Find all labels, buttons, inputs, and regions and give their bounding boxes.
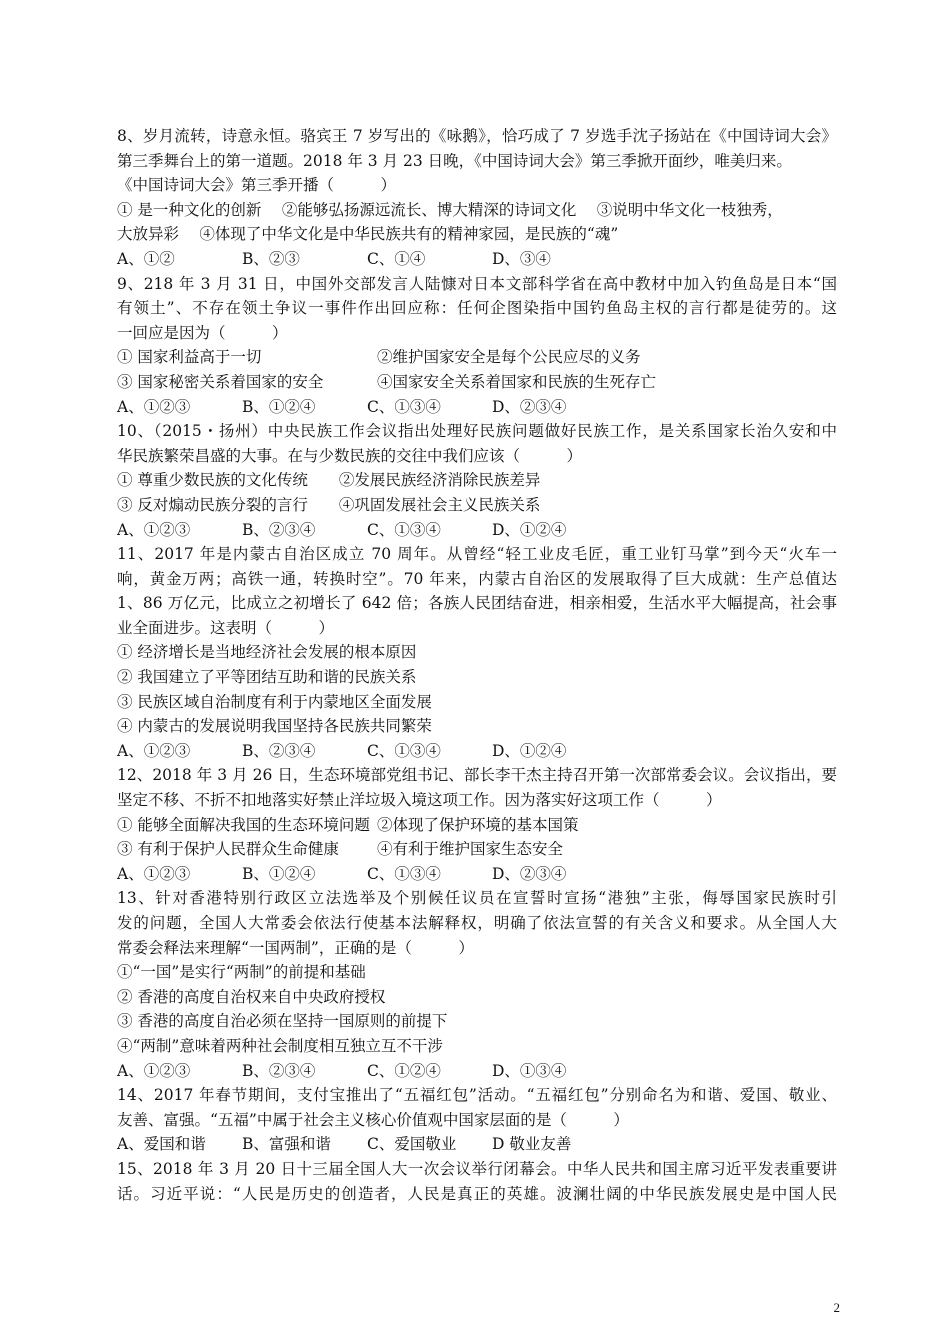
option-a: A、爱国和谐 <box>117 1135 206 1154</box>
statement-line: ① 尊重少数民族的文化传统 ②发展民族经济消除民族差异 <box>117 471 541 490</box>
question-stem-line: 第三季舞台上的第一道题。2018 年 3 月 23 日晚，《中国诗词大会》第三季掀开面纱，唯美归来。 <box>117 151 792 170</box>
statement-4: ④国家安全关系着国家和民族的生死存亡 <box>377 372 657 391</box>
option-d: D、②③④ <box>492 397 567 416</box>
option-d: D 敬业友善 <box>492 1135 572 1154</box>
statement-1: ① 国家利益高于一切 <box>117 348 262 367</box>
option-d: D、①③④ <box>492 1061 567 1080</box>
option-b: B、①②④ <box>242 864 316 883</box>
options-row <box>117 518 837 543</box>
statement-line: ① 是一种文化的创新 ②能够弘扬源远流长、博大精深的诗词文化 ③说明中华文化一枝独秀， <box>117 200 783 219</box>
statement-line: 大放异彩 ④体现了中华文化是中华民族共有的精神家园，是民族的“魂” <box>117 225 619 244</box>
question-13 <box>117 886 837 1083</box>
question-stem-line: 有领土”、不存在领土争议一事件作出回应称：任何企图染指中国钓鱼岛主权的言行都是徒劳的。这 <box>117 299 837 318</box>
question-stem-line: 15、2018 年 3 月 20 日十三届全国人大一次会议举行闭幕会。中华人民共和国主席习近平发表重要讲 <box>117 1159 837 1178</box>
statement-line: ① 经济增长是当地经济社会发展的根本原因 <box>117 643 417 662</box>
option-b: B、②③④ <box>242 520 316 539</box>
options-row <box>117 1132 837 1157</box>
statement-line: ④ 内蒙古的发展说明我国坚持各民族共同繁荣 <box>117 717 432 736</box>
question-12 <box>117 763 837 886</box>
option-c: C、①③④ <box>367 864 441 883</box>
option-d: D、①②④ <box>492 741 567 760</box>
option-d: D、①②④ <box>492 520 567 539</box>
question-stem-line: 8、岁月流转，诗意永恒。骆宾王 7 岁写出的《咏鹅》，恰巧成了 7 岁选手沈子扬站在《中国诗词大会》 <box>117 127 837 145</box>
statement-4: ④有利于维护国家生态安全 <box>377 840 564 859</box>
page-number: 2 <box>833 1300 840 1315</box>
question-stem-line: 响，黄金万两；高铁一通，转换时空”。70 年来，内蒙古自治区的发展取得了巨大成就：生产总值达 <box>117 569 837 588</box>
option-a: A、①②③ <box>117 520 191 539</box>
option-c: C、①③④ <box>367 741 441 760</box>
question-14 <box>117 1083 837 1157</box>
option-a: A、①②③ <box>117 1061 191 1080</box>
option-b: B、①②④ <box>242 397 316 416</box>
question-stem-line: 常委会释法来理解“一国两制”，正确的是（ ） <box>117 938 474 957</box>
question-stem-line: 发的问题，全国人大常委会依法行使基本法解释权，明确了依法宣誓的有关含义和要求。从全国人大 <box>117 914 837 932</box>
options-row <box>117 862 837 887</box>
option-b: B、富强和谐 <box>242 1135 331 1154</box>
page-content <box>117 124 837 1206</box>
option-d: D、③④ <box>492 249 551 268</box>
options-row <box>117 395 837 420</box>
question-stem-line: 一回应是因为（ ） <box>117 323 288 342</box>
statement-line: ③ 反对煽动民族分裂的言行 ④巩固发展社会主义民族关系 <box>117 495 541 514</box>
option-a: A、①②③ <box>117 397 191 416</box>
statement-3: ③ 有利于保护人民群众生命健康 <box>117 840 339 859</box>
question-stem-line: 业全面进步。这表明（ ） <box>117 618 335 637</box>
question-8 <box>117 124 837 272</box>
option-b: B、②③④ <box>242 741 316 760</box>
statement-2: ②维护国家安全是每个公民应尽的义务 <box>377 348 641 367</box>
statement-3: ③ 国家秘密关系着国家的安全 <box>117 372 324 391</box>
question-stem-line: 1、86 万亿元，比成立之初增长了 642 倍；各族人民团结奋进，相亲相爱，生活水平大幅提高，社会事 <box>117 594 837 613</box>
options-row <box>117 247 837 272</box>
statement-row <box>117 345 837 370</box>
statement-line: ③ 香港的高度自治必须在坚持一国原则的前提下 <box>117 1012 448 1031</box>
option-a: A、①② <box>117 249 175 268</box>
question-15 <box>117 1157 837 1206</box>
question-stem-line: 14、2017 年春节期间，支付宝推出了“五福红包”活动。“五福红包”分别命名为和谐、爱国、敬业、 <box>117 1086 837 1105</box>
question-stem-line: 9、218 年 3 月 31 日，中国外交部发言人陆慷对日本文部科学省在高中教材中加入钓鱼岛是日本“国 <box>117 274 837 293</box>
question-stem-line: 10、（2015・扬州）中央民族工作会议指出处理好民族问题做好民族工作，是关系国家长治久安和中 <box>117 422 837 441</box>
question-11 <box>117 542 837 763</box>
option-b: B、②③④ <box>242 1061 316 1080</box>
question-stem-line: 坚定不移、不折不扣地落实好禁止洋垃圾入境这项工作。因为落实好这项工作（ ） <box>117 791 722 810</box>
question-stem-line: 友善、富强。“五福”中属于社会主义核心价值观中国家层面的是（ ） <box>117 1110 629 1129</box>
question-9 <box>117 272 837 420</box>
option-c: C、①②④ <box>367 1061 441 1080</box>
option-d: D、②③④ <box>492 864 567 883</box>
question-stem-line: 13、针对香港特别行政区立法选举及个别候任议员在宣誓时宣扬“港独”主张，侮辱国家民族时引 <box>117 889 837 908</box>
option-a: A、①②③ <box>117 864 191 883</box>
statement-line: ② 香港的高度自治权来自中央政府授权 <box>117 987 386 1006</box>
question-stem-line: 11、2017 年是内蒙古自治区成立 70 周年。从曾经“轻工业皮毛匠，重工业钉马掌”到今天“火车一 <box>117 545 837 564</box>
statement-row <box>117 370 837 395</box>
question-stem-line: 12、2018 年 3 月 26 日，生态环境部党组书记、部长李干杰主持召开第一次部常委会议。会议指出，要 <box>117 766 837 785</box>
statement-line: ③ 民族区域自治制度有利于内蒙地区全面发展 <box>117 692 432 711</box>
statement-row <box>117 837 837 862</box>
question-10 <box>117 419 837 542</box>
statement-line: ④“两制”意味着两种社会制度相互独立互不干涉 <box>117 1036 443 1055</box>
question-stem-line: 华民族繁荣昌盛的大事。在与少数民族的交往中我们应该（ ） <box>117 446 583 465</box>
option-c: C、爱国敬业 <box>367 1135 457 1154</box>
options-row <box>117 1059 837 1084</box>
option-b: B、②③ <box>242 249 300 268</box>
option-c: C、①④ <box>367 249 426 268</box>
option-c: C、①③④ <box>367 397 441 416</box>
option-a: A、①②③ <box>117 741 191 760</box>
statement-2: ②体现了保护环境的基本国策 <box>377 815 579 834</box>
option-c: C、①③④ <box>367 520 441 539</box>
question-stem-line: 《中国诗词大会》第三季开播（ ） <box>117 176 397 195</box>
question-stem-line: 话。习近平说：“人民是历史的创造者，人民是真正的英雄。波澜壮阔的中华民族发展史是中国人民 <box>117 1184 837 1203</box>
statement-line: ①“一国”是实行“两制”的前提和基础 <box>117 963 366 982</box>
statement-row <box>117 813 837 838</box>
statement-1: ① 能够全面解决我国的生态环境问题 <box>117 815 370 834</box>
options-row <box>117 739 837 764</box>
statement-line: ② 我国建立了平等团结互助和谐的民族关系 <box>117 668 417 687</box>
